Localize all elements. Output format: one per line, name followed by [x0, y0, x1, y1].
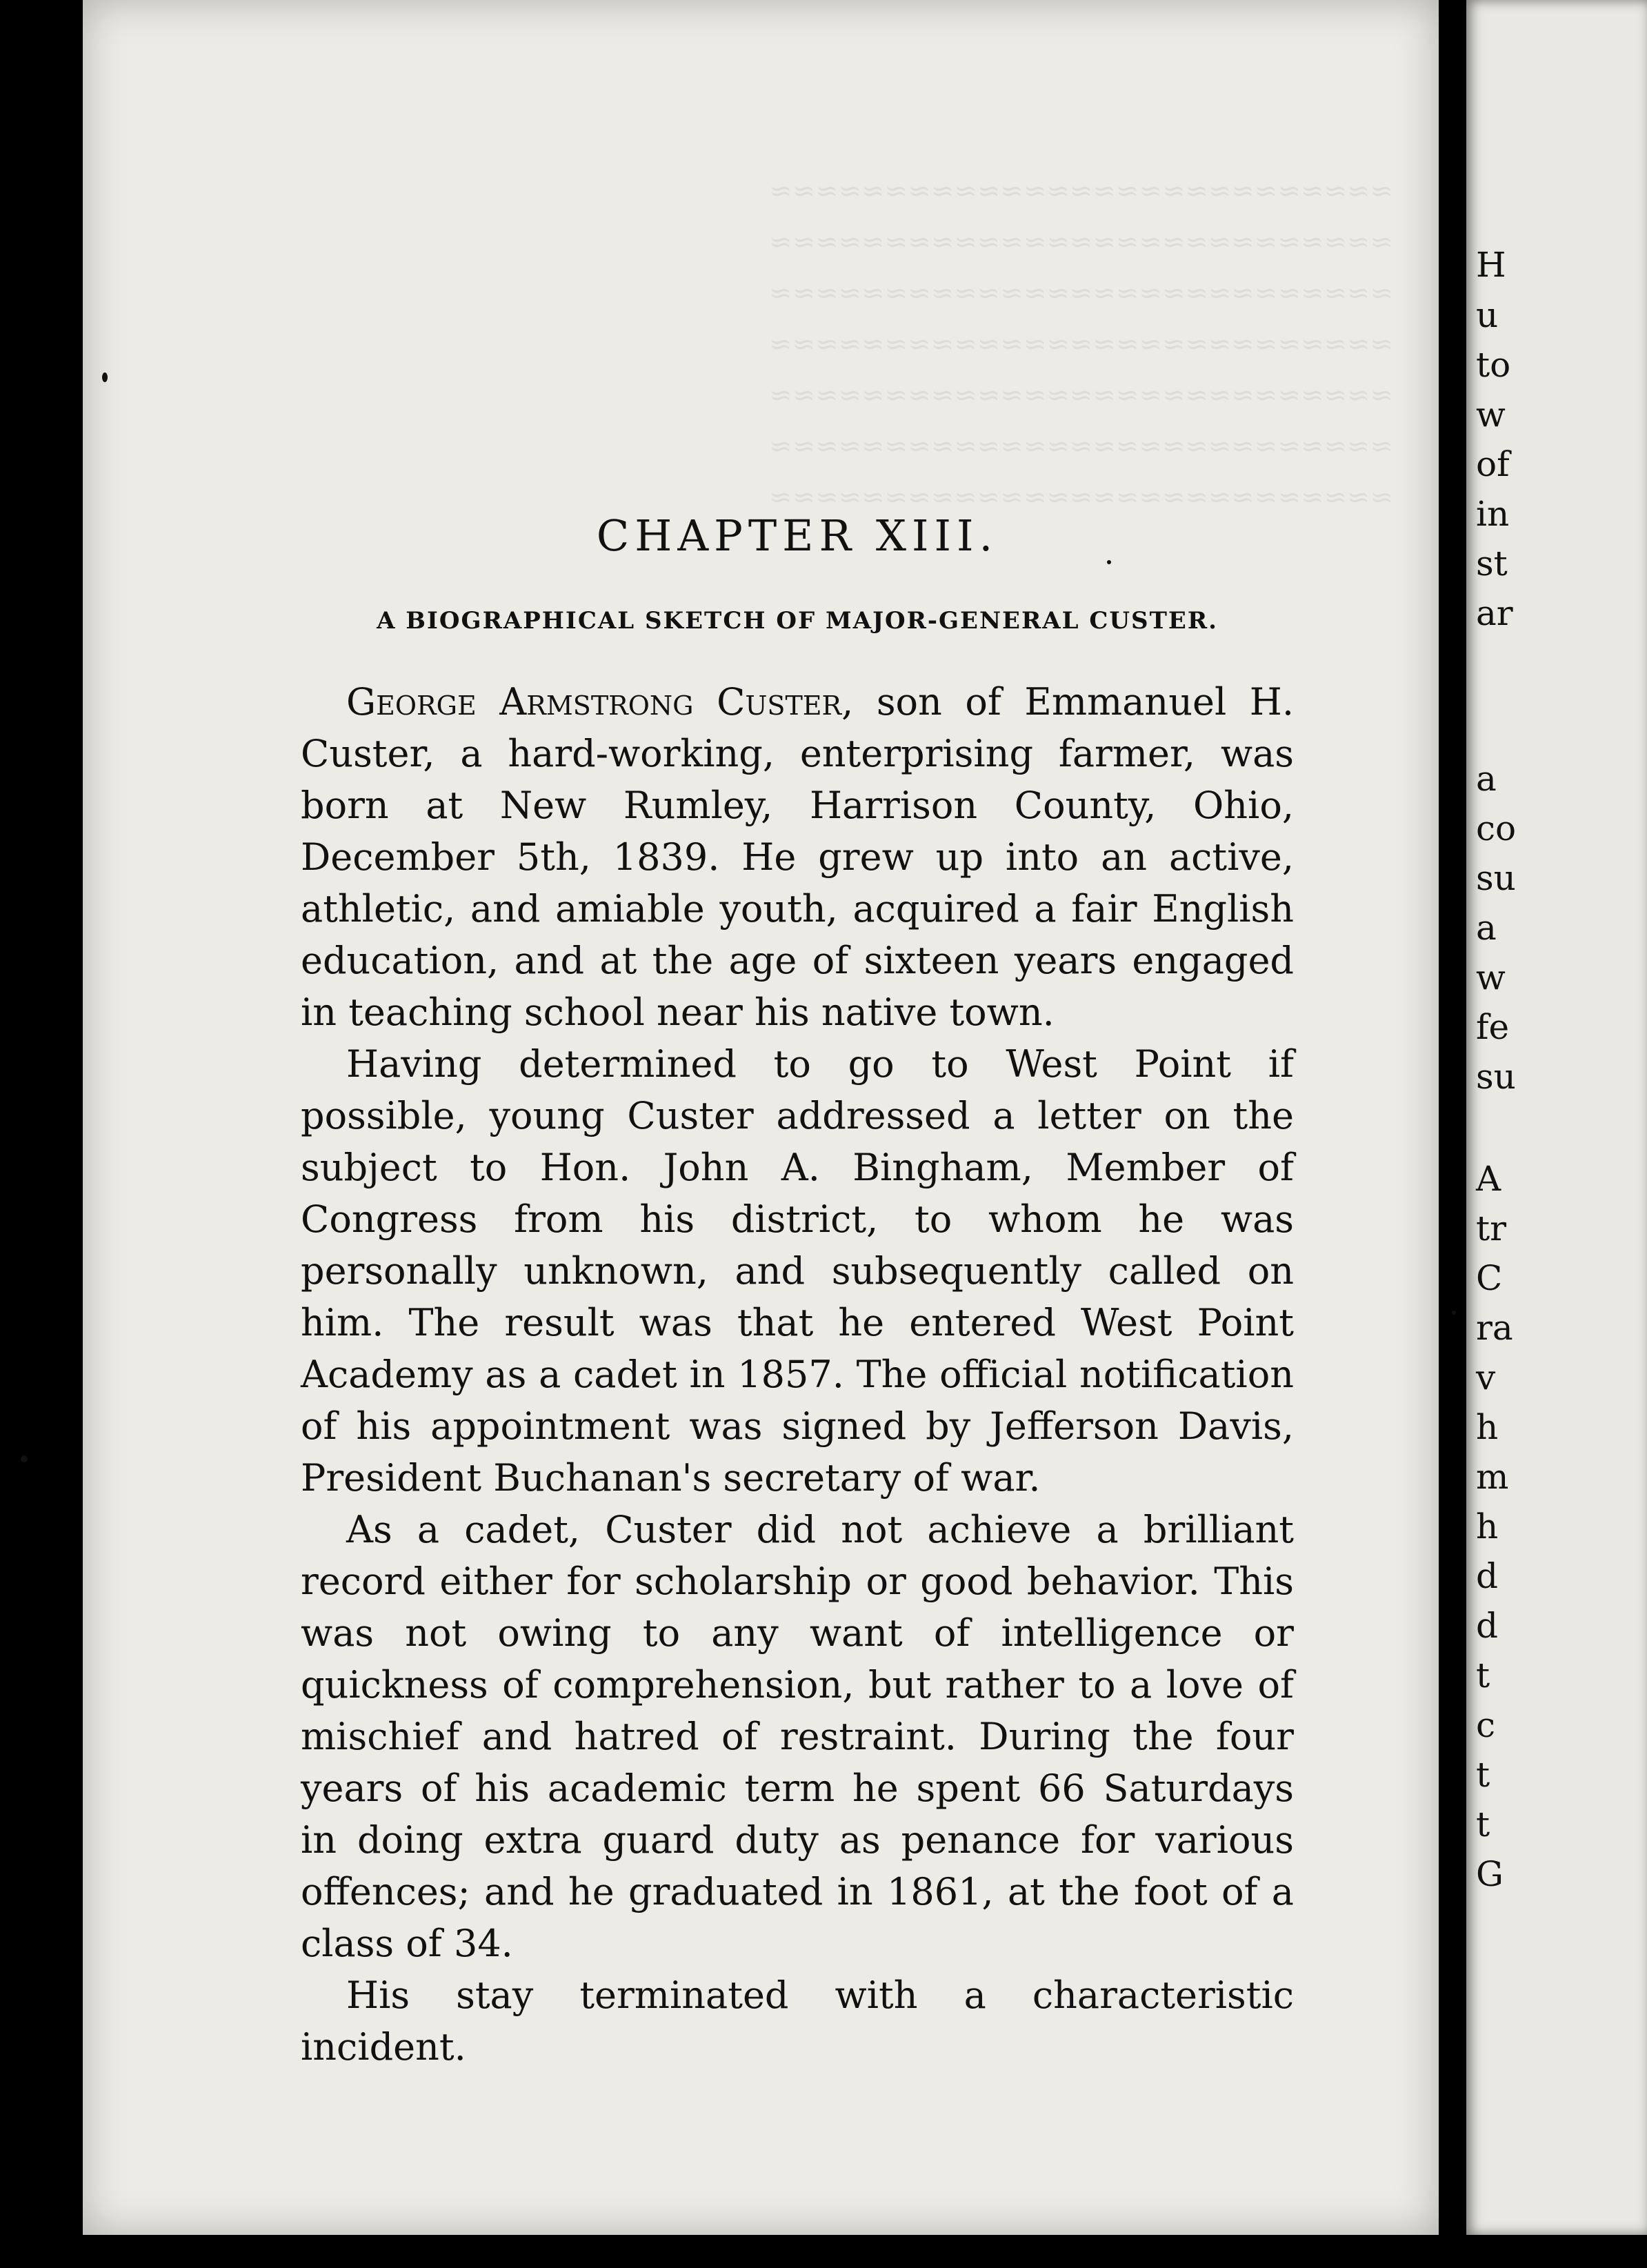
body-text [301, 676, 1294, 2073]
ink-speck [1107, 560, 1111, 564]
paragraph-4: His stay terminated with a characteristic incident. [301, 1973, 1294, 2069]
paragraph-1 [301, 676, 1294, 1038]
ink-speck [1452, 1311, 1456, 1315]
fragment: v [1476, 1357, 1496, 1397]
fragment: su [1476, 1057, 1516, 1097]
scan-border [0, 2235, 1647, 2268]
fragment: a [1476, 759, 1497, 799]
fragment: m [1476, 1457, 1509, 1497]
fragment: st [1476, 544, 1508, 584]
chapter-subtitle: A BIOGRAPHICAL SKETCH OF MAJOR-GENERAL CUSTER. [377, 607, 1218, 635]
bleed-through-text: ≈≈≈≈≈≈≈≈≈≈≈≈≈≈≈≈≈≈≈≈≈≈≈≈≈≈≈ ≈≈≈≈≈≈≈≈≈≈≈≈≈≈≈≈≈≈≈≈≈≈≈≈≈≈≈ ≈≈≈≈≈≈≈≈≈≈≈≈≈≈≈≈≈≈≈≈≈≈≈≈≈≈≈ ≈≈≈≈≈≈≈≈≈≈≈≈≈≈≈≈≈≈≈≈≈≈≈≈≈≈≈ ≈≈≈≈≈≈≈≈≈≈≈≈≈≈≈≈≈≈≈≈≈≈≈≈≈≈≈ ≈≈≈≈≈≈≈≈≈≈≈≈≈≈≈≈≈≈≈≈≈≈≈≈≈≈≈ ≈≈≈≈≈≈≈≈≈≈≈≈≈≈≈≈≈≈≈≈≈≈≈≈≈≈≈ [769, 175, 1393, 513]
fragment: ar [1476, 593, 1513, 633]
fragment: h [1476, 1506, 1499, 1546]
fragment: d [1476, 1556, 1499, 1596]
fragment: to [1476, 345, 1511, 385]
fragment: ra [1476, 1308, 1513, 1348]
fragment: tr [1476, 1208, 1506, 1249]
fragment: u [1476, 295, 1499, 335]
name-lead: George Armstrong Custer [346, 680, 842, 724]
ink-speck [21, 1455, 28, 1462]
fragment: h [1476, 1407, 1499, 1447]
fragment: w [1476, 957, 1506, 997]
fragment: t [1476, 1804, 1490, 1844]
fragment: su [1476, 858, 1516, 898]
right-facing-page [1466, 0, 1647, 2235]
chapter-title: CHAPTER XIII. [596, 510, 999, 561]
fragment: H [1476, 245, 1506, 285]
fragment: c [1476, 1705, 1496, 1745]
fragment: d [1476, 1606, 1499, 1646]
paragraph-1-text: , son of Emmanuel H. Custer, a hard-working, enterprising farmer, was born at New Rumley, Harrison County, Ohio, December 5th, 1839. He grew up into an active, athletic, and amiable youth, acquired a fair English education, and at the age of sixteen years engaged in teaching school near his native town. [301, 680, 1294, 1034]
fragment: fe [1476, 1007, 1510, 1047]
paragraph-2: Having determined to go to West Point if possible, young Custer addressed a letter on the subject to Hon. John A. Bingham, Member of Congress from his district, to whom he was personally unknown, and subsequently called on him. The result was that he entered West Point Academy as a cadet in 1857. The official notification of his appointment was signed by Jefferson Davis, President Buchanan's secretary of war. [301, 1042, 1294, 1500]
fragment: A [1476, 1159, 1501, 1199]
paragraph-3: As a cadet, Custer did not achieve a brilliant record either for scholarship or good behavior. This was not owing to any want of intelligence or quickness of comprehension, but rather to a love of mischief and hatred of restraint. During the four years of his academic term he spent 66 Saturdays in doing extra guard duty as penance for various offences; and he graduated in 1861, at the foot of a class of 34. [301, 1508, 1294, 1965]
fragment: co [1476, 808, 1517, 848]
fragment: w [1476, 395, 1506, 435]
ink-speck [102, 372, 108, 382]
fragment: C [1476, 1258, 1503, 1298]
fragment: t [1476, 1655, 1490, 1695]
fragment: t [1476, 1755, 1490, 1795]
fragment: a [1476, 908, 1497, 948]
book-gutter [1439, 0, 1466, 2268]
fragment: in [1476, 494, 1510, 534]
fragment: G [1476, 1854, 1504, 1894]
fragment: of [1476, 444, 1510, 484]
